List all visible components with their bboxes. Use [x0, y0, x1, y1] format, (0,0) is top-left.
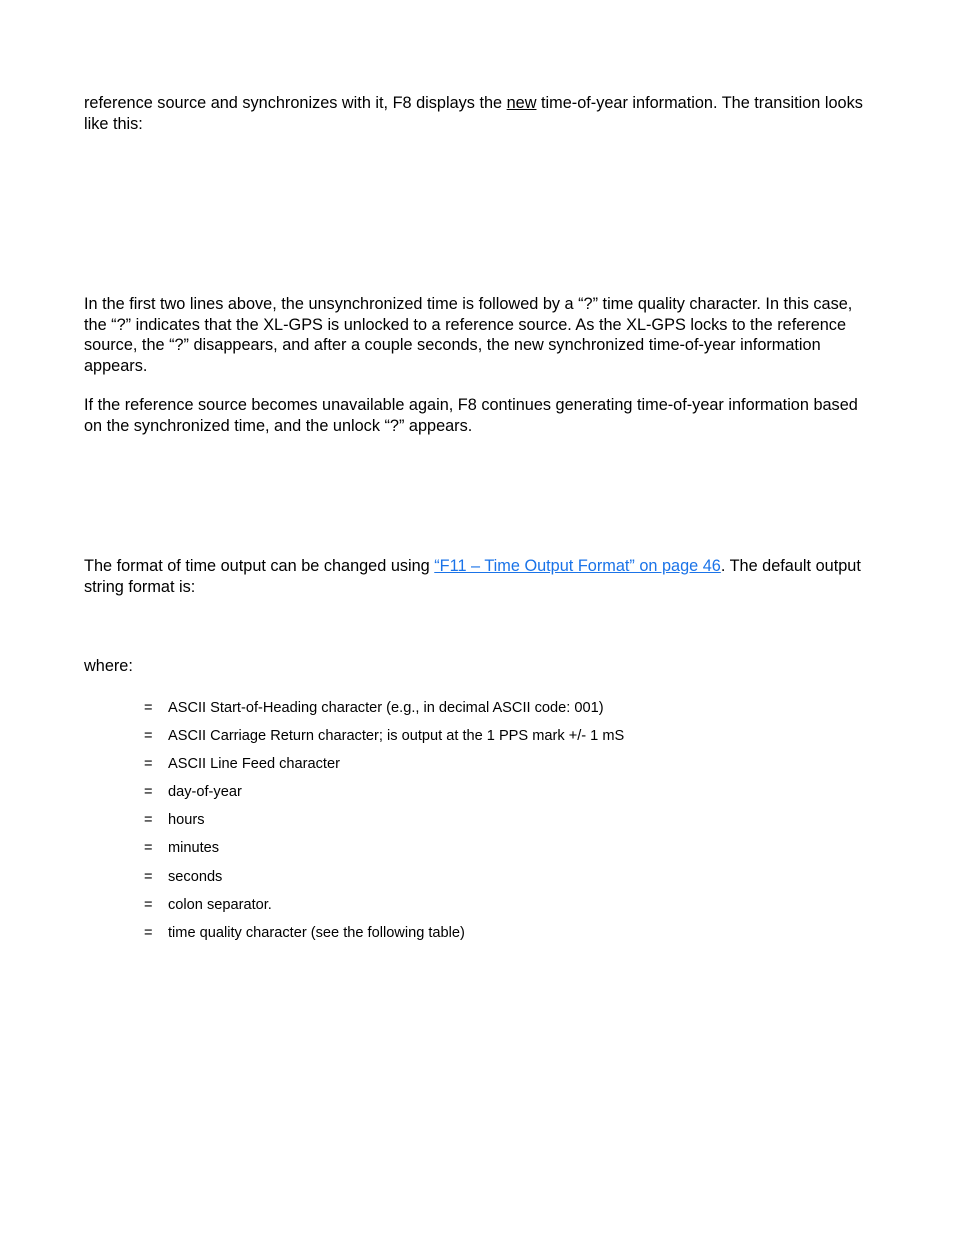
- definition-item: [144, 867, 624, 895]
- definition-text: hours: [168, 812, 205, 829]
- output-format-text-end: . The default output string format is:: [84, 557, 861, 596]
- definition-item: [144, 754, 624, 782]
- equals-sign: =: [144, 700, 153, 716]
- definition-text: minutes: [168, 840, 220, 857]
- f11-time-output-format-link[interactable]: “F11 – Time Output Format” on page 46: [434, 557, 721, 575]
- definition-text: time quality character (see the following table): [168, 924, 465, 941]
- new-underlined-word: new: [506, 94, 537, 112]
- equals-sign: =: [144, 728, 153, 745]
- equals-sign: =: [144, 812, 153, 829]
- definition-item: [144, 838, 624, 866]
- definition-text: ASCII Start-of-Heading character (e.g., in decimal ASCII code: 001): [168, 700, 604, 716]
- equals-sign: =: [144, 840, 153, 857]
- definition-item: [144, 726, 624, 754]
- reference-unavailable-paragraph: If the reference source becomes unavailable again, F8 continues generating time-of-year information based on the synchronized time, and the unlock “?” appears.: [84, 396, 858, 435]
- transition-intro-text-end: time-of-year information. The transition looks like this:: [84, 94, 863, 133]
- definition-item: [144, 698, 624, 726]
- where-label: where:: [84, 657, 133, 675]
- transition-intro-text-start: reference source and synchronizes with it, F8 displays the: [84, 94, 507, 112]
- equals-sign: =: [144, 868, 153, 885]
- equals-sign: =: [144, 784, 153, 801]
- definition-text: seconds: [168, 868, 223, 885]
- definition-item: [144, 923, 624, 951]
- output-format-text-start: The format of time output can be changed using: [84, 557, 435, 575]
- definition-item: [144, 782, 624, 810]
- equals-sign: =: [144, 756, 153, 773]
- definition-item: [144, 895, 624, 923]
- transition-intro-paragraph: [84, 93, 874, 134]
- definition-text: colon separator.: [168, 896, 272, 913]
- equals-sign: =: [144, 924, 153, 941]
- definition-text: ASCII Carriage Return character; is output at the 1 PPS mark +/- 1 mS: [168, 728, 625, 745]
- format-definitions-list: [144, 698, 624, 951]
- definition-text: day-of-year: [168, 784, 242, 801]
- definition-text: ASCII Line Feed character: [168, 756, 340, 773]
- unsynchronized-explanation-paragraph: In the first two lines above, the unsynchronized time is followed by a “?” time quality character. In this case, the “?” indicates that the XL-GPS is unlocked to a reference source. As the XL-GPS locks to the reference source, the “?” disappears, and after a couple seconds, the new synchronized time-of-year information appears.: [84, 295, 853, 375]
- equals-sign: =: [144, 896, 153, 913]
- output-format-paragraph: [84, 556, 874, 597]
- definition-item: [144, 810, 624, 838]
